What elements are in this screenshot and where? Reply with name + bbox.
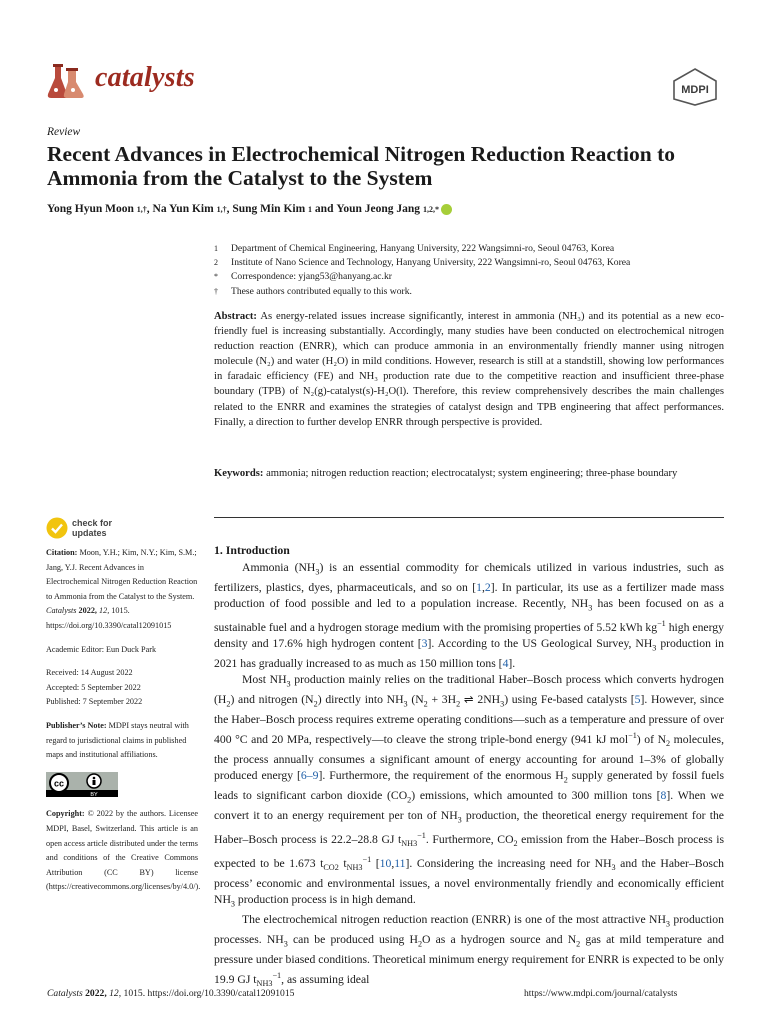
citation-block: [46, 546, 198, 634]
affiliation-mark: †: [214, 286, 218, 296]
footer-doi[interactable]: 1015. https://doi.org/10.3390/catal12091015: [123, 988, 295, 999]
publisher-note-label: Publisher’s Note:: [46, 720, 107, 730]
paragraph: Ammonia $(NH_3)$ is an essential commodity for chemicals utilized in various industries, such as fertilizers, plastics, dyes, pharmaceuticals, and so on [1,2]. In particular, its use as a fertilizer made mass production of food possible and led to a population increase. Recently, $NH_3$ has been focused on as a sustainable fuel and a hydrogen storage medium with the promising properties of 5.52 kWh $kg^{-1}$ high energy density and 17.6% high hydrogen content [3]. According to the US Geological Survey, $NH_3$ production in 2021 has gradually increased to as much as 150 million tons [4].: [214, 561, 724, 670]
citation-year: 2022,: [78, 606, 97, 616]
citation-label: Citation:: [46, 548, 78, 557]
affiliation-text: Department of Chemical Engineering, Hanyang University, 222 Wangsimni-ro, Seoul 04763, Korea: [231, 243, 615, 254]
author-affil-mark: 1,†: [136, 204, 147, 214]
published-date: Published: 7 September 2022: [46, 697, 143, 707]
section-divider: [214, 517, 724, 518]
author-name[interactable]: Youn Jeong Jang: [336, 203, 421, 215]
affiliation-mark: 1: [214, 244, 218, 253]
check-updates-line1: check for: [72, 518, 113, 528]
footer-journal-url[interactable]: https://www.mdpi.com/journal/catalysts: [524, 988, 678, 999]
article-info-sidebar: [46, 546, 201, 904]
flask-logo-icon: [46, 60, 86, 100]
author-affil-mark: 1: [308, 204, 313, 214]
keywords: [214, 466, 724, 481]
publisher-note-text: MDPI stays neutral with regard to jurisdictional claims in published maps and institutional affiliations.: [46, 720, 189, 760]
svg-text:cc: cc: [53, 778, 65, 789]
paragraph: Most $NH_3$ production mainly relies on the traditional Haber–Bosch process which converts hydrogen $(H_2)$ and nitrogen $(N_2)$ directly into $NH_3$ ($N_2 + 3H_2$ ⇌ $2NH_3$) using Fe-based catalysts [5]. However, since the Haber–Bosch process requires extreme operating conditions—such as a temperature and pressure of over 400 °C and 20 MPa, respectively—to cleave the strong triple-bond energy (941 kJ mol$^{-1}$) of $N_2$ molecules, the process annually consumes a significant amount of energy accounting for around 1–3% of globally produced energy [6–9]. Furthermore, the requirement of the enormous $H_2$ supply generated by fossil fuels leads to significant carbon dioxide $(CO_2)$ emissions, which amounted to 300 million tons [8]. When we convert it to an energy requirement per ton of $NH_3$ production, the theoretical energy requirement for the Haber–Bosch process is 22.2–28.8 GJ $t_{NH3}^{-1}$. Furthermore, $CO_2$ emission from the Haber–Bosch process is expected to be 1.673 $t_{CO2}$ $t_{NH3}^{-1}$ [10,11]. Considering the increasing need for $NH_3$ and the Haber–Bosch process’ economic and environmental issues, a novel environmentally friendly and economically efficient $NH_3$ production process is in high demand.: [214, 672, 725, 909]
cc-by-license-icon[interactable]: [46, 772, 118, 797]
abstract: [214, 309, 724, 430]
section-heading: 1. Introduction: [214, 543, 290, 557]
mdpi-logo-text: MDPI: [681, 84, 709, 96]
affiliation-item: [214, 242, 724, 256]
correspondence-email[interactable]: Correspondence: yjang53@hanyang.ac.kr: [231, 271, 392, 283]
check-updates-line2: updates: [72, 528, 107, 538]
paragraph: The electrochemical nitrogen reduction reaction (ENRR) is one of the most attractive $NH_3$ production processes. $NH_3$ can be produced using $H_2O$ as a hydrogen source and $N_2$ gas at mild temperature and pressure under biased conditions. Theoretical minimum energy requirement for ENRR is expected to be only 19.9 GJ $t_{NH3}^{-1}$, as assuming ideal: [214, 912, 724, 989]
orcid-icon[interactable]: [441, 204, 452, 215]
received-date: Received: 14 August 2022: [46, 668, 133, 678]
article-type: Review: [47, 126, 81, 138]
abstract-text: As energy-related issues increase significantly, interest in ammonia (NH₃) and its potential as a new eco-friendly fuel is increasing substantially. Accordingly, many studies have been conducted on electrochemical nitrogen reduction reaction (ENRR), which can produce ammonia in an environmentally friendly manner using nitrogen molecule (N₂) and water (H₂O) in mild conditions. However, research is still at a standstill, showing low performances in faradaic efficiency (FE) and NH₃ production rate due to the competitive reaction and insufficient three-phase boundary (TPB) of N₂(g)-catalyst(s)-H₂O(l). Therefore, this review comprehensively describes the main challenges related to the ENRR and examines the strategies of catalyst design and TPB engineering that affect performances. Finally, a direction to further develop ENRR through perspective is provided.: [214, 311, 724, 428]
footer-citation: [47, 988, 294, 999]
affiliation-item: [214, 270, 724, 284]
copyright-block: [46, 807, 201, 895]
publisher-note: [46, 719, 198, 763]
body-text: [214, 560, 724, 992]
dates-block: [46, 666, 198, 710]
cc-badge-text: BY: [90, 791, 98, 797]
journal-name: catalysts: [95, 62, 195, 93]
mdpi-logo: [672, 68, 718, 106]
keywords-label: Keywords:: [214, 468, 264, 479]
citation-doi[interactable]: 1015. https://doi.org/10.3390/catal12091015: [46, 606, 172, 630]
affiliation-item: [214, 256, 724, 270]
affiliation-mark: *: [214, 272, 218, 282]
author-affil-mark: 1,†: [216, 204, 227, 214]
footer-volume: 12,: [109, 988, 122, 999]
author-name[interactable]: Yong Hyun Moon: [47, 203, 134, 215]
citation-journal: Catalysts: [46, 606, 77, 616]
page-title: Recent Advances in Electrochemical Nitrogen Reduction Reaction to Ammonia from the Catalyst to the System: [47, 142, 675, 190]
author-list: Yong Hyun Moon 1,† , Na Yun Kim 1,† , Sung Min Kim 1 and Youn Jeong Jang 1,2,*: [47, 203, 452, 215]
affiliation-text: These authors contributed equally to this work.: [231, 285, 412, 297]
citation-volume: 12,: [99, 606, 110, 616]
citation-text: Moon, Y.H.; Kim, N.Y.; Kim, S.M.; Jang, Y.J. Recent Advances in Electrochemical Nitrogen Reduction Reaction to Ammonia from the Catalyst to the System.: [46, 548, 198, 601]
affiliation-item: [214, 285, 724, 299]
footer-journal: Catalysts: [47, 988, 83, 999]
author-affil-mark: 1,2,*: [422, 204, 439, 214]
copyright-label: Copyright:: [46, 809, 85, 819]
affiliation-mark: 2: [214, 258, 218, 268]
academic-editor: Academic Editor: Eun Duck Park: [46, 644, 157, 654]
check-updates-icon: [46, 517, 68, 539]
keywords-text: ammonia; nitrogen reduction reaction; electrocatalyst; system engineering; three-phase boundary: [266, 468, 678, 479]
copyright-text: © 2022 by the authors. Licensee MDPI, Basel, Switzerland. This article is an open access article distributed under the terms and conditions of the Creative Commons Attribution (CC BY) license (https://creativecommons.org/licenses/by/4.0/).: [46, 809, 201, 892]
affiliation-list: [214, 242, 724, 299]
check-for-updates-button[interactable]: [46, 517, 112, 539]
author-name[interactable]: Sung Min Kim: [232, 203, 306, 215]
affiliation-text: Institute of Nano Science and Technology, Hanyang University, 222 Wangsimni-ro, Seoul 04763, Korea: [231, 257, 631, 269]
footer-year: 2022,: [85, 988, 107, 999]
accepted-date: Accepted: 5 September 2022: [46, 682, 141, 692]
author-name[interactable]: Na Yun Kim: [152, 203, 214, 215]
abstract-label: Abstract:: [214, 311, 257, 322]
